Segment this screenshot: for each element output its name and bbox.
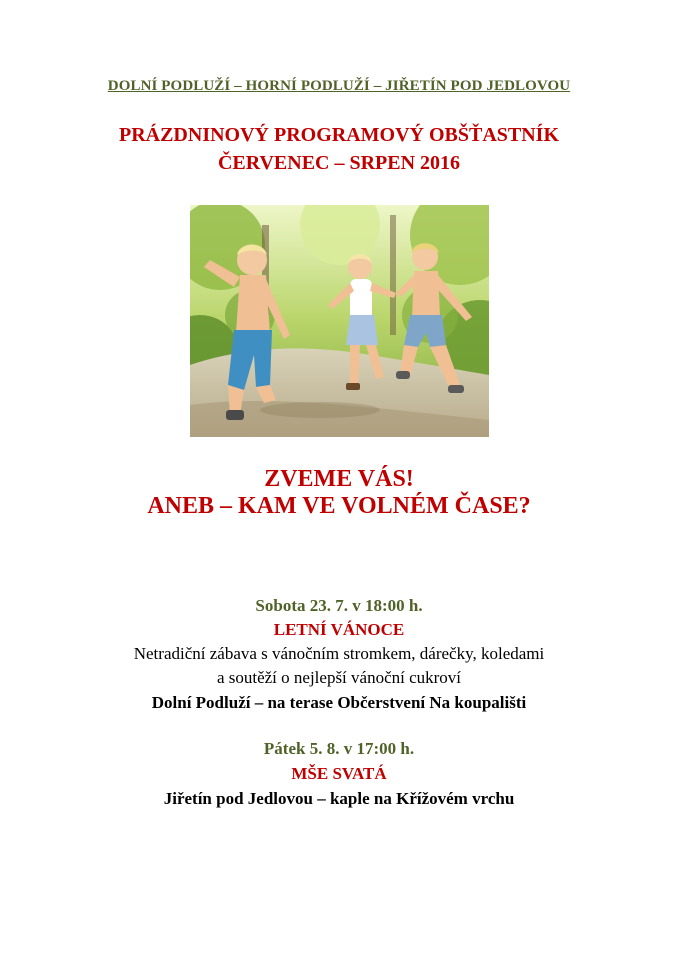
invite-heading: ZVEME VÁS! (264, 466, 414, 492)
children-running-photo (190, 205, 489, 437)
villages-header: DOLNÍ PODLUŽÍ – HORNÍ PODLUŽÍ – JIŘETÍN POD JEDLOVOU (107, 78, 571, 94)
event-title: MŠE SVATÁ (291, 764, 387, 783)
invite-subheading: ANEB – KAM VE VOLNÉM ČASE? (147, 493, 531, 519)
event-description: Netradiční zábava s vánočním stromkem, dárečky, koledami (133, 644, 545, 663)
event-location: Dolní Podluží – na terase Občerstvení Na koupališti (151, 693, 527, 712)
poster-title: PRÁZDNINOVÝ PROGRAMOVÝ OBŠŤASTNÍK (118, 124, 560, 146)
event-location: Jiřetín pod Jedlovou – kaple na Křížovém vrchu (163, 789, 515, 808)
event-description-cont: a soutěží o nejlepší vánoční cukroví (216, 668, 462, 687)
event-title: LETNÍ VÁNOCE (273, 620, 405, 639)
event-date: Sobota 23. 7. v 18:00 h. (255, 596, 423, 615)
event-date: Pátek 5. 8. v 17:00 h. (263, 739, 415, 758)
poster-period: ČERVENEC – SRPEN 2016 (217, 152, 461, 174)
